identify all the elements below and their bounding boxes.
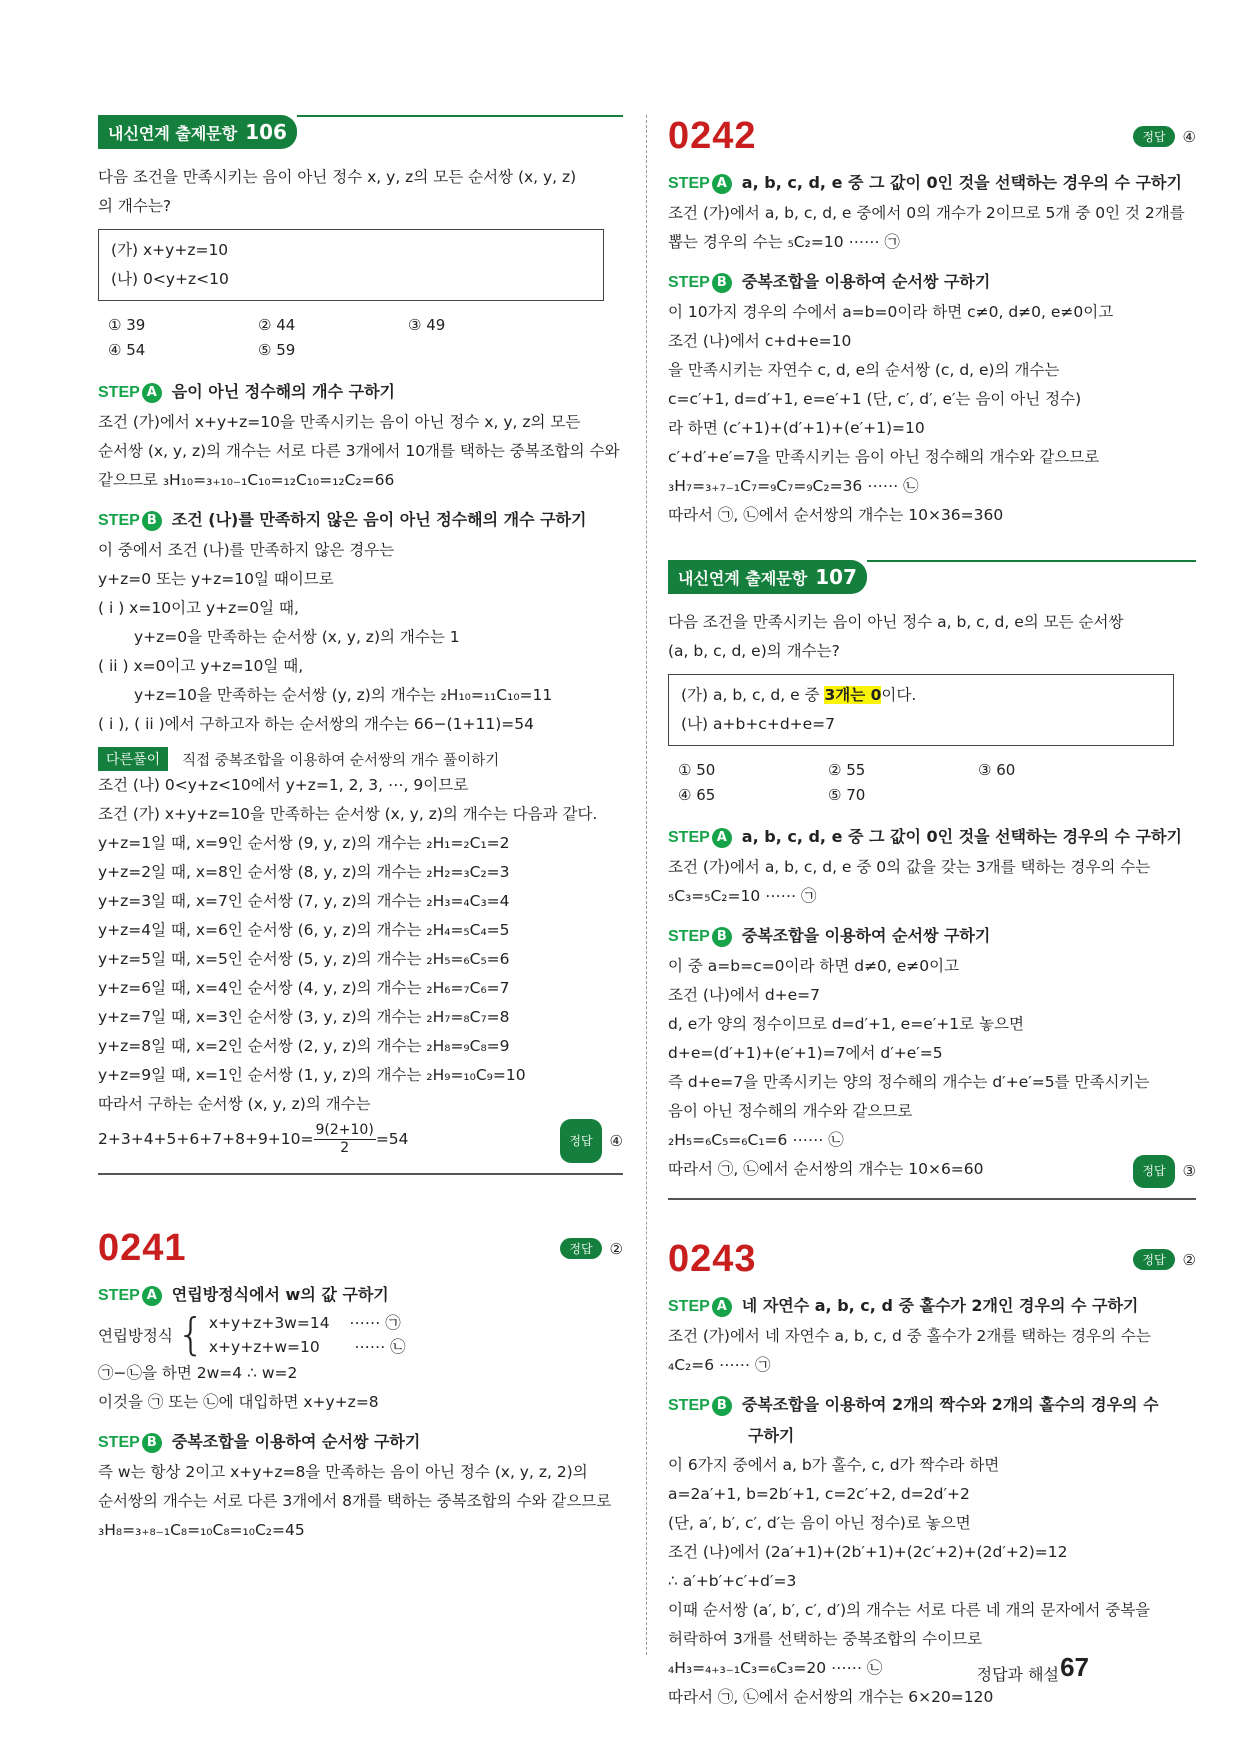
solution-line: y+z=10을 만족하는 순서쌍 (y, z)의 개수는 ₂H₁₀=₁₁C₁₀=11 <box>134 686 553 704</box>
step-a-heading: STEP A 네 자연수 a, b, c, d 중 홀수가 2개인 경우의 수 구하기 <box>668 1296 1139 1315</box>
choice: ① 50 <box>678 761 716 779</box>
answer-mark: 정답 ② <box>560 1238 623 1259</box>
answer-choices <box>108 313 623 363</box>
solution-line: 같으므로 ₃H₁₀=₃₊₁₀₋₁C₁₀=₁₂C₁₀=₁₂C₂=66 <box>98 471 395 489</box>
highlighted-text: 3개는 0 <box>824 686 882 704</box>
alternative-solution-heading <box>98 747 623 771</box>
solution-line: y+z=2일 때, x=8인 순서쌍 (8, y, z)의 개수는 ₂H₂=₃C₂=3 <box>98 863 510 881</box>
solution-line: 조건 (나) 0<y+z<10에서 y+z=1, 2, 3, ⋯, 9이므로 <box>98 776 469 794</box>
solution-line: ( ii ) x=0이고 y+z=10일 때, <box>98 657 304 675</box>
problem-107-header <box>668 560 1196 594</box>
answer-mark: 정답 ④ <box>1133 126 1196 147</box>
solution-line: 따라서 구하는 순서쌍 (x, y, z)의 개수는 <box>98 1095 371 1113</box>
choice: ② 55 <box>828 761 866 779</box>
step-a-heading: STEP A 연립방정식에서 w의 값 구하기 <box>98 1285 389 1304</box>
fraction: $\frac{9(2+10)}{2}$ <box>315 1122 374 1156</box>
footer-label: 정답과 해설 <box>976 1665 1059 1684</box>
solution-line: y+z=9일 때, x=1인 순서쌍 (1, y, z)의 개수는 ₂H₉=₁₀C₉=10 <box>98 1066 526 1084</box>
solution-line: ₃H₈=₃₊₈₋₁C₈=₁₀C₈=₁₀C₂=45 <box>98 1521 305 1539</box>
solution-line: 조건 (가)에서 네 자연수 a, b, c, d 중 홀수가 2개를 택하는 경우의 수는 <box>668 1327 1151 1345</box>
solution-line: 조건 (가)에서 x+y+z=10을 만족시키는 음이 아닌 정수 x, y, z의 모든 <box>98 413 581 431</box>
solution-line: y+z=0 또는 y+z=10일 때이므로 <box>98 570 334 588</box>
solution-line: d, e가 양의 정수이므로 d=d′+1, e=e′+1로 놓으면 <box>668 1015 1024 1033</box>
system-of-equations: 연립방정식 { x+y+z+3w=14 ⋯⋯ ㉠ x+y+z+w=10 ⋯⋯ ㉡ <box>98 1309 406 1360</box>
solution-line: 조건 (가)에서 a, b, c, d, e 중 0의 값을 갖는 3개를 택하는 경우의 수는 <box>668 858 1151 876</box>
choice: ⑤ 59 <box>258 341 296 359</box>
problem-0243-header <box>668 1238 1196 1281</box>
choice: ④ 54 <box>108 341 146 359</box>
problem-number: 0242 <box>668 115 757 157</box>
condition-line: (나) a+b+c+d+e=7 <box>681 715 836 733</box>
solution-line: 라 하면 (c′+1)+(d′+1)+(e′+1)=10 <box>668 419 925 437</box>
solution-line: ㉠−㉡을 하면 2w=4 ∴ w=2 <box>98 1364 298 1382</box>
solution-line: 순서쌍의 개수는 서로 다른 3개에서 8개를 택하는 중복조합의 수와 같으므로 <box>98 1492 612 1510</box>
question-line: 다음 조건을 만족시키는 음이 아닌 정수 a, b, c, d, e의 모든 순서쌍 <box>668 613 1124 631</box>
solution-line: ( i ), ( ii )에서 구하고자 하는 순서쌍의 개수는 66−(1+11)=54 <box>98 715 534 733</box>
solution-line: ₄H₃=₄₊₃₋₁C₃=₆C₃=20 ⋯⋯ ㉡ <box>668 1659 883 1677</box>
header-rule <box>867 560 1196 562</box>
solution-line: y+z=3일 때, x=7인 순서쌍 (7, y, z)의 개수는 ₂H₃=₄C₃=4 <box>98 892 510 910</box>
solution-line: a=2a′+1, b=2b′+1, c=2c′+2, d=2d′+2 <box>668 1485 970 1503</box>
solution-line: 조건 (가)에서 a, b, c, d, e 중에서 0의 개수가 2이므로 5개 중 0인 것 2개를 <box>668 204 1185 222</box>
problem-106-tag: 내신연계 출제문항 106 <box>98 115 297 149</box>
right-column <box>668 115 1196 1712</box>
solution-line: 이때 순서쌍 (a′, b′, c′, d′)의 개수는 서로 다른 네 개의 문자에서 중복을 <box>668 1601 1151 1619</box>
solution-line: y+z=8일 때, x=2인 순서쌍 (2, y, z)의 개수는 ₂H₈=₉C₈=9 <box>98 1037 510 1055</box>
solution-line: 순서쌍 (x, y, z)의 개수는 서로 다른 3개에서 10개를 택하는 중복조합의 수와 <box>98 442 620 460</box>
solution-line: y+z=5일 때, x=5인 순서쌍 (5, y, z)의 개수는 ₂H₅=₆C₅=6 <box>98 950 510 968</box>
solution-line: y+z=4일 때, x=6인 순서쌍 (6, y, z)의 개수는 ₂H₄=₅C₄=5 <box>98 921 510 939</box>
solution-line: ₃H₇=₃₊₇₋₁C₇=₉C₇=₉C₂=36 ⋯⋯ ㉡ <box>668 477 919 495</box>
problem-number: 0243 <box>668 1238 757 1280</box>
solution-line: 을 만족시키는 자연수 c, d, e의 순서쌍 (c, d, e)의 개수는 <box>668 361 1060 379</box>
step-b-heading: STEP B 중복조합을 이용하여 순서쌍 구하기 <box>668 272 991 291</box>
step-b-heading: STEP B 중복조합을 이용하여 2개의 짝수와 2개의 홀수의 경우의 수 <box>668 1395 1159 1414</box>
solution-line: 이 중에서 조건 (나)를 만족하지 않은 경우는 <box>98 541 395 559</box>
choice: ① 39 <box>108 316 146 334</box>
solution-line: y+z=7일 때, x=3인 순서쌍 (3, y, z)의 개수는 ₂H₇=₈C₇=8 <box>98 1008 510 1026</box>
solution-line: 조건 (나)에서 c+d+e=10 <box>668 332 852 350</box>
answer-mark: 정답 ② <box>1133 1249 1196 1270</box>
conditions-box <box>668 674 1174 746</box>
solution-line: 따라서 ㉠, ㉡에서 순서쌍의 개수는 6×20=120 <box>668 1688 994 1706</box>
problem-106-header <box>98 115 623 149</box>
solution-line: ( i ) x=10이고 y+z=0일 때, <box>98 599 299 617</box>
condition-line: (가) x+y+z=10 <box>111 241 229 259</box>
choice: ③ 60 <box>978 761 1016 779</box>
solution-line: 조건 (나)에서 d+e=7 <box>668 986 821 1004</box>
solution-line: 따라서 ㉠, ㉡에서 순서쌍의 개수는 10×36=360 <box>668 506 1004 524</box>
solution-line: ₂H₅=₆C₅=₆C₁=6 ⋯⋯ ㉡ <box>668 1131 844 1149</box>
solution-line: 조건 (나)에서 (2a′+1)+(2b′+1)+(2c′+2)+(2d′+2)=12 <box>668 1543 1068 1561</box>
final-equation: 2+3+4+5+6+7+8+9+10= $\frac{9(2+10)}{2}=54$ 정답 ④ <box>98 1119 623 1159</box>
condition-line: (나) 0<y+z<10 <box>111 270 229 288</box>
solution-line: c=c′+1, d=d′+1, e=e′+1 (단, c′, d′, e′는 음이 아닌 정수) <box>668 390 1082 408</box>
question-line: 의 개수는? <box>98 197 172 215</box>
solution-line: 이 6가지 중에서 a, b가 홀수, c, d가 짝수라 하면 <box>668 1456 1000 1474</box>
choice: ③ 49 <box>408 316 446 334</box>
solution-line: 이 10가지 경우의 수에서 a=b=0이라 하면 c≠0, d≠0, e≠0이고 <box>668 303 1114 321</box>
solution-line: y+z=0을 만족하는 순서쌍 (x, y, z)의 개수는 1 <box>134 628 460 646</box>
problem-107-tag: 내신연계 출제문항 107 <box>668 560 867 594</box>
solution-line: y+z=6일 때, x=4인 순서쌍 (4, y, z)의 개수는 ₂H₆=₇C₆=7 <box>98 979 510 997</box>
page-number: 67 <box>1060 1652 1089 1682</box>
choice: ④ 65 <box>678 786 716 804</box>
question-line: (a, b, c, d, e)의 개수는? <box>668 642 840 660</box>
solution-line: d+e=(d′+1)+(e′+1)=7에서 d′+e′=5 <box>668 1044 943 1062</box>
problem-0242-header <box>668 115 1196 158</box>
solution-line: y+z=1일 때, x=9인 순서쌍 (9, y, z)의 개수는 ₂H₁=₂C₁=2 <box>98 834 510 852</box>
solution-line: ₅C₃=₅C₂=10 ⋯⋯ ㉠ <box>668 887 817 905</box>
step-b-heading: STEP B 중복조합을 이용하여 순서쌍 구하기 <box>98 1432 421 1451</box>
step-a-heading: STEP A a, b, c, d, e 중 그 값이 0인 것을 선택하는 경우의 수 구하기 <box>668 827 1182 846</box>
question-line: 다음 조건을 만족시키는 음이 아닌 정수 x, y, z의 모든 순서쌍 (x, y, z) <box>98 168 577 186</box>
step-b-heading: STEP B 중복조합을 이용하여 순서쌍 구하기 <box>668 926 991 945</box>
left-column <box>98 115 623 1545</box>
alt-badge: 다른풀이 <box>98 747 168 771</box>
solution-line: c′+d′+e′=7을 만족시키는 음이 아닌 정수해의 개수와 같으므로 <box>668 448 1100 466</box>
solution-line: 이 중 a=b=c=0이라 하면 d≠0, e≠0이고 <box>668 957 960 975</box>
step-b-heading-cont: 구하기 <box>748 1426 795 1445</box>
solution-line: 즉 d+e=7을 만족시키는 양의 정수해의 개수는 d′+e′=5를 만족시키는 <box>668 1073 1150 1091</box>
solution-line: 음이 아닌 정수해의 개수와 같으므로 <box>668 1102 913 1120</box>
header-rule <box>297 115 623 117</box>
step-a-heading: STEP A 음이 아닌 정수해의 개수 구하기 <box>98 382 396 401</box>
condition-line: (가) a, b, c, d, e 중 3개는 0이다. <box>681 686 917 704</box>
solution-line: 조건 (가) x+y+z=10을 만족하는 순서쌍 (x, y, z)의 개수는 다음과 같다. <box>98 805 598 823</box>
answer-mark: 정답 ④ <box>560 1119 623 1163</box>
column-divider <box>646 115 647 1655</box>
choice: ② 44 <box>258 316 296 334</box>
choice: ⑤ 70 <box>828 786 866 804</box>
alt-title: 직접 중복조합을 이용하여 순서쌍의 개수 풀이하기 <box>182 752 500 769</box>
solution-line: ₄C₂=6 ⋯⋯ ㉠ <box>668 1356 771 1374</box>
solution-line: ∴ a′+b′+c′+d′=3 <box>668 1572 797 1590</box>
conditions-box <box>98 229 604 301</box>
answer-choices <box>678 758 1196 808</box>
step-b-heading: STEP B 조건 (나)를 만족하지 않은 음이 아닌 정수해의 개수 구하기 <box>98 510 587 529</box>
solution-line: 즉 w는 항상 2이고 x+y+z=8을 만족하는 음이 아닌 정수 (x, y, z, 2)의 <box>98 1463 588 1481</box>
problem-0241-header <box>98 1227 623 1270</box>
solution-line: 따라서 ㉠, ㉡에서 순서쌍의 개수는 10×6=60 정답 ③ <box>668 1155 1196 1184</box>
solution-line: 허락하여 3개를 선택하는 중복조합의 수이므로 <box>668 1630 983 1648</box>
solution-line: (단, a′, b′, c′, d′는 음이 아닌 정수)로 놓으면 <box>668 1514 971 1532</box>
solution-line: 뽑는 경우의 수는 ₅C₂=10 ⋯⋯ ㉠ <box>668 233 900 251</box>
answer-mark: 정답 ③ <box>1133 1155 1196 1188</box>
solution-line: 이것을 ㉠ 또는 ㉡에 대입하면 x+y+z=8 <box>98 1393 379 1411</box>
problem-number: 0241 <box>98 1227 187 1269</box>
step-a-heading: STEP A a, b, c, d, e 중 그 값이 0인 것을 선택하는 경우의 수 구하기 <box>668 173 1182 192</box>
